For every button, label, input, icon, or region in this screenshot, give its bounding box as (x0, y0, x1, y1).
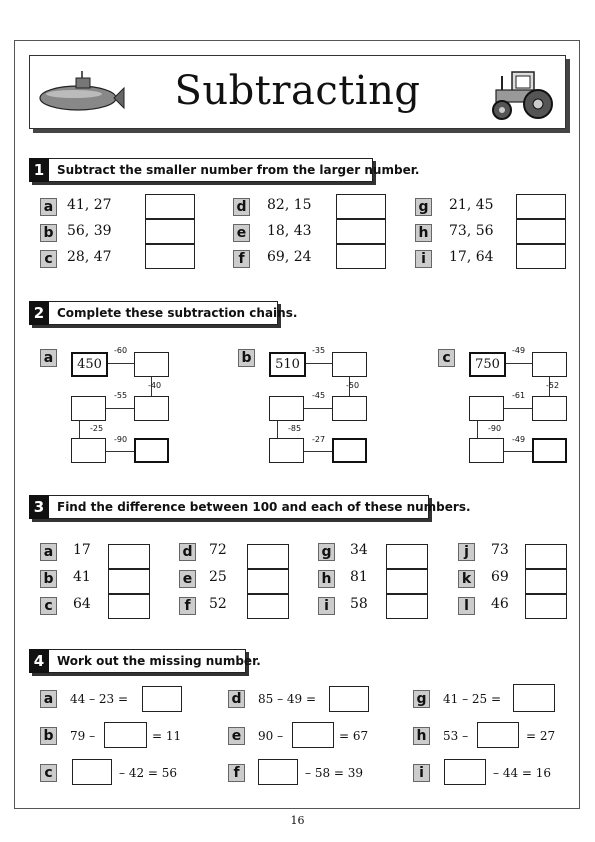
chain-step: -49 (512, 435, 526, 444)
chain-step: -25 (90, 424, 104, 433)
item-label: a (40, 543, 57, 561)
item-label: e (179, 570, 196, 588)
chain-start-box: 750 (469, 352, 506, 377)
chain-label: b (238, 349, 255, 367)
item-question: 73, 56 (449, 223, 494, 239)
answer-box[interactable] (72, 759, 112, 785)
item-label: f (179, 597, 196, 615)
answer-box[interactable] (329, 686, 369, 712)
item-label: i (318, 597, 335, 615)
item-label: l (458, 597, 475, 615)
item-label: b (40, 570, 57, 588)
item-question: 56, 39 (67, 223, 112, 239)
item-label: e (228, 727, 245, 745)
chain-step: -60 (114, 346, 128, 355)
chain-connector (506, 363, 532, 364)
chain-step: -49 (512, 346, 526, 355)
equation-text: 41 – 25 = (443, 692, 502, 706)
chain-start-box: 510 (269, 352, 306, 377)
chain-box[interactable] (71, 396, 106, 421)
answer-box[interactable] (247, 544, 289, 569)
chain-box[interactable] (532, 396, 567, 421)
chain-connector (108, 363, 134, 364)
equation-text: 90 – (258, 729, 284, 743)
section-3-instruction: Find the difference between 100 and each of these numbers. (57, 500, 471, 514)
chain-step: -52 (546, 381, 560, 390)
answer-box[interactable] (145, 194, 195, 219)
item-question: 25 (209, 569, 227, 585)
answer-box[interactable] (247, 569, 289, 594)
item-label: d (233, 198, 250, 216)
item-question: 52 (209, 596, 227, 612)
chain-box[interactable] (71, 438, 106, 463)
answer-box[interactable] (336, 244, 386, 269)
section-3-number: 3 (29, 495, 49, 519)
answer-box[interactable] (386, 594, 428, 619)
section-1-number: 1 (29, 158, 49, 182)
item-label: d (179, 543, 196, 561)
chain-connector (106, 451, 134, 452)
chain-connector (504, 451, 532, 452)
section-3-header (29, 495, 471, 519)
chain-step: -90 (114, 435, 128, 444)
answer-box[interactable] (108, 594, 150, 619)
answer-box[interactable] (516, 244, 566, 269)
item-question: 46 (491, 596, 509, 612)
item-question: 72 (209, 542, 227, 558)
page-number: 16 (290, 814, 305, 827)
answer-box[interactable] (336, 194, 386, 219)
answer-box[interactable] (104, 722, 147, 748)
item-label: h (415, 224, 432, 242)
chain-box[interactable] (469, 438, 504, 463)
item-question: 41 (73, 569, 91, 585)
item-label: g (415, 198, 432, 216)
answer-box[interactable] (525, 569, 567, 594)
chain-box[interactable] (134, 396, 169, 421)
item-label: f (228, 764, 245, 782)
answer-box[interactable] (258, 759, 298, 785)
answer-box[interactable] (247, 594, 289, 619)
answer-box[interactable] (142, 686, 182, 712)
chain-step: -50 (346, 381, 360, 390)
chain-box[interactable] (269, 438, 304, 463)
chain-label: c (438, 349, 455, 367)
chain-box[interactable] (469, 396, 504, 421)
chain-box[interactable] (532, 352, 567, 377)
chain-connector (504, 408, 532, 409)
answer-box[interactable] (525, 544, 567, 569)
chain-step: -85 (288, 424, 302, 433)
item-question: 41, 27 (67, 197, 112, 213)
item-question: 34 (350, 542, 368, 558)
item-label: c (40, 764, 57, 782)
chain-connector (304, 408, 332, 409)
equation-text: 85 – 49 = (258, 692, 317, 706)
item-question: 69 (491, 569, 509, 585)
answer-box[interactable] (292, 722, 334, 748)
chain-start-box: 450 (71, 352, 108, 377)
equation-text: – 44 = 16 (493, 766, 552, 780)
section-4-instruction: Work out the missing number. (57, 654, 261, 668)
section-4-header (29, 649, 261, 673)
item-question: 69, 24 (267, 249, 312, 265)
answer-box[interactable] (386, 569, 428, 594)
chain-step: -61 (512, 391, 526, 400)
section-2-number: 2 (29, 301, 49, 325)
chain-end-box[interactable] (134, 438, 169, 463)
item-label: e (233, 224, 250, 242)
chain-step: -45 (312, 391, 326, 400)
equation-text: – 58 = 39 (305, 766, 364, 780)
item-question: 82, 15 (267, 197, 312, 213)
submarine-icon (36, 68, 126, 118)
item-label: k (458, 570, 475, 588)
item-label: c (40, 597, 57, 615)
chain-connector (277, 421, 278, 438)
answer-box[interactable] (386, 544, 428, 569)
chain-step: -35 (312, 346, 326, 355)
chain-box[interactable] (134, 352, 169, 377)
chain-box[interactable] (269, 396, 304, 421)
item-label: i (415, 250, 432, 268)
item-label: a (40, 198, 57, 216)
page-title: Subtracting (174, 68, 421, 114)
chain-connector (106, 408, 134, 409)
equation-text: 79 – (70, 729, 96, 743)
chain-connector (304, 451, 332, 452)
section-2-header (29, 301, 298, 325)
answer-box[interactable] (525, 594, 567, 619)
chain-step: -40 (148, 381, 162, 390)
chain-box[interactable] (332, 396, 367, 421)
item-question: 81 (350, 569, 368, 585)
equation-text: = 67 (339, 729, 369, 743)
chain-label: a (40, 349, 57, 367)
item-label: g (318, 543, 335, 561)
item-question: 58 (350, 596, 368, 612)
item-label: g (413, 690, 430, 708)
equation-text: = 11 (152, 729, 182, 743)
item-label: a (40, 690, 57, 708)
answer-box[interactable] (336, 219, 386, 244)
item-question: 18, 43 (267, 223, 312, 239)
section-1-instruction: Subtract the smaller number from the larger number. (57, 163, 420, 177)
chain-connector (79, 421, 80, 438)
answer-box[interactable] (516, 194, 566, 219)
item-label: i (413, 764, 430, 782)
equation-text: 44 – 23 = (70, 692, 129, 706)
section-2-instruction: Complete these subtraction chains. (57, 306, 298, 320)
chain-step: -90 (488, 424, 502, 433)
item-question: 28, 47 (67, 249, 112, 265)
answer-box[interactable] (108, 544, 150, 569)
item-label: h (318, 570, 335, 588)
tractor-icon (490, 66, 556, 122)
title-banner (29, 55, 566, 129)
section-1-header (29, 158, 420, 182)
item-label: h (413, 727, 430, 745)
item-question: 17, 64 (449, 249, 494, 265)
equation-text: – 42 = 56 (119, 766, 178, 780)
chain-connector (477, 421, 478, 438)
item-label: b (40, 727, 57, 745)
item-label: d (228, 690, 245, 708)
answer-box[interactable] (516, 219, 566, 244)
chain-end-box[interactable] (532, 438, 567, 463)
item-question: 64 (73, 596, 91, 612)
section-4-number: 4 (29, 649, 49, 673)
item-question: 17 (73, 542, 91, 558)
chain-box[interactable] (332, 352, 367, 377)
chain-end-box[interactable] (332, 438, 367, 463)
equation-text: = 27 (526, 729, 556, 743)
item-label: c (40, 250, 57, 268)
chain-step: -27 (312, 435, 326, 444)
answer-box[interactable] (477, 722, 519, 748)
chain-connector (306, 363, 332, 364)
item-question: 73 (491, 542, 509, 558)
answer-box[interactable] (513, 684, 555, 712)
answer-box[interactable] (444, 759, 486, 785)
answer-box[interactable] (145, 219, 195, 244)
answer-box[interactable] (108, 569, 150, 594)
chain-step: -55 (114, 391, 128, 400)
answer-box[interactable] (145, 244, 195, 269)
item-label: f (233, 250, 250, 268)
item-question: 21, 45 (449, 197, 494, 213)
item-label: b (40, 224, 57, 242)
equation-text: 53 – (443, 729, 469, 743)
item-label: j (458, 543, 475, 561)
